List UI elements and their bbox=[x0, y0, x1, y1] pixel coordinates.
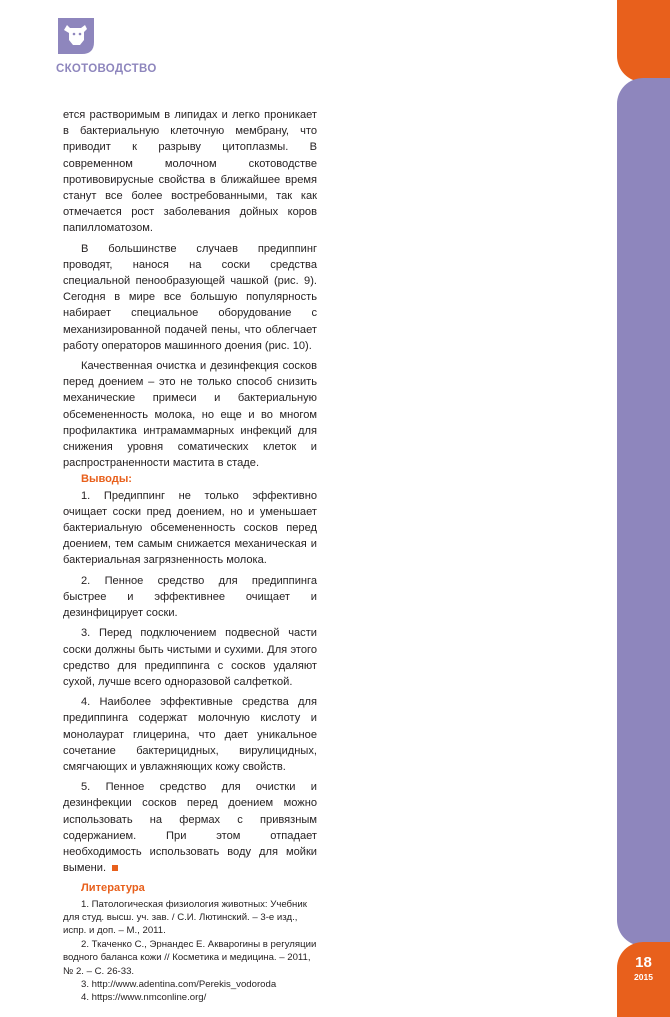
conclusion-item: 1. Предиппинг не только эффективно очищает соски пред доением, но и уменьшает бактериальную обсемененность сосков перед доением, тем самым снижается механическая и бактериальная загрязненность молока. bbox=[63, 489, 317, 567]
conclusion-text: 5. Пенное средство для очистки и дезинфекции сосков перед доением можно использовать на фермах с привязным содержанием. При этом отпадает необходимость использовать воду для мойки вымени. bbox=[63, 781, 317, 875]
reference-link[interactable]: 4. https://www.nmconline.org/ bbox=[81, 992, 207, 1004]
section-title: СКОТОВОДСТВО bbox=[56, 63, 157, 75]
end-mark-icon bbox=[112, 865, 118, 871]
conclusions-heading: Выводы: bbox=[81, 473, 132, 486]
article-column bbox=[63, 107, 317, 1005]
conclusion-item bbox=[63, 779, 317, 876]
page-year: 2015 bbox=[634, 972, 653, 982]
cow-logo-icon bbox=[56, 16, 96, 56]
references-heading: Литература bbox=[81, 882, 145, 895]
conclusion-item: 2. Пенное средство для предиппинга быстрее и эффективнее очищает и дезинфицирует соски. bbox=[63, 574, 317, 620]
conclusion-item: 3. Перед подключением подвесной части соски должны быть чистыми и сухими. Для этого средство для предиппинга с сосков удаляют сухой, лучше всего одноразовой салфеткой. bbox=[63, 627, 317, 688]
paragraph: Качественная очистка и дезинфекция сосков перед доением – это не только способ снизить механические примеси и бактериальную обсемененность молока, но еще и во многом профилактика интрамаммарных инфекций для снижения уровня соматических клеток и распространенности мастита в стаде. bbox=[63, 360, 317, 470]
conclusion-item: 4. Наиболее эффективные средства для предиппинга содержат молочную кислоту и монолаурат глицерина, что дает уникальное сочетание бактерицидных, вирулицидных, смягчающих и увлажняющих кожу свойств. bbox=[63, 696, 317, 773]
reference-item: 1. Патологическая физиология животных: Учебник для студ. высш. уч. зав. / С.И. Лютинский. – 3-е изд., испр. и доп. – М., 2011. bbox=[63, 898, 307, 937]
references-list bbox=[63, 898, 317, 1005]
reference-link[interactable]: 3. http://www.adentina.com/Perekis_vodoroda bbox=[81, 978, 277, 990]
page-number: 18 bbox=[635, 954, 652, 971]
side-edge-tab bbox=[617, 78, 670, 946]
reference-item: 2. Ткаченко С., Эрнандес Е. Акваporины в регуляции водного баланса кожи // Косметика и медицина. – 2011, № 2. – С. 26-33. bbox=[63, 938, 317, 977]
header-edge-tab bbox=[617, 0, 670, 82]
paragraph: В большинстве случаев предиппинг проводят, нанося на соски средства специальной пенообразующей чашкой (рис. 9). Сегодня в мире все большую популярность набирает специальное оборудование с механизированной подачей пены, что облегчает работу операторов машинного доения (рис. 10). bbox=[63, 242, 317, 352]
paragraph: ется растворимым в липидах и легко проникает в бактериальную клеточную мембрану, что приводит к разрыву цитоплазмы. В современном молочном скотоводстве противовирусные свойства в ближайшее время станут все более востребованными, так как отмечается рост заболевания дойных коров папилломатозом. bbox=[63, 109, 317, 235]
